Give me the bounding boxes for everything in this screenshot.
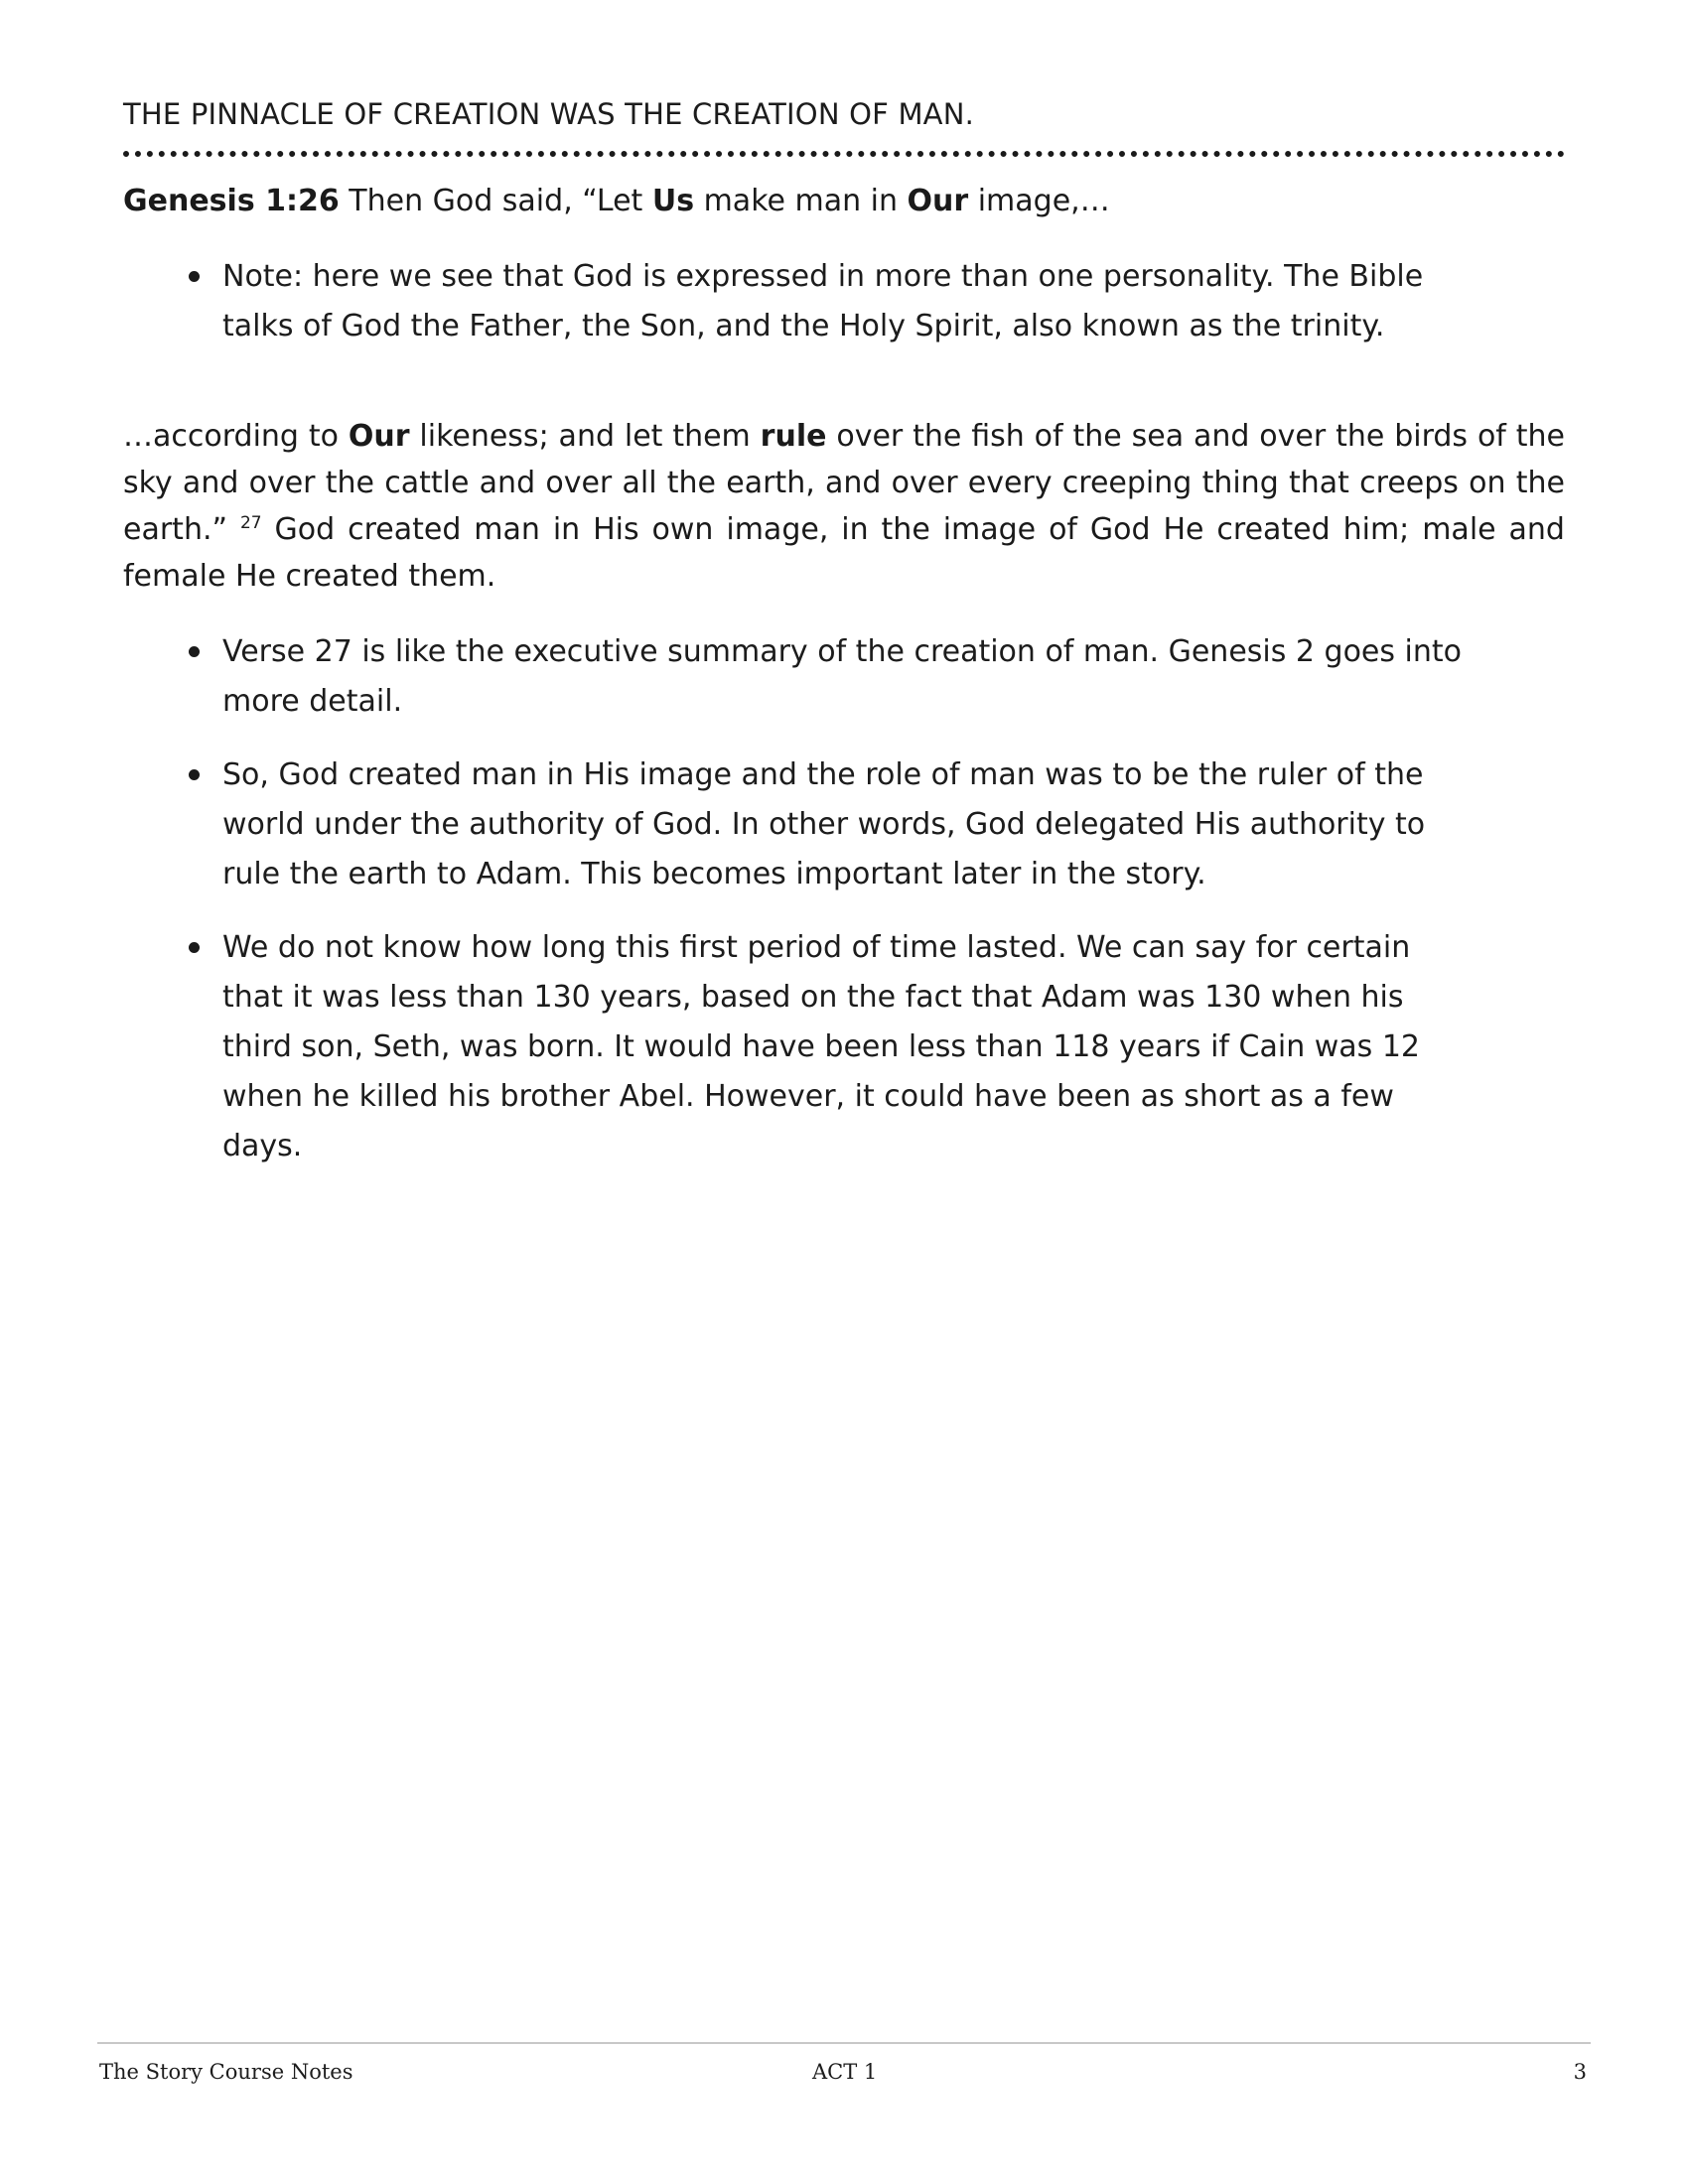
verse-text: over the fish of the sea and over the birds of the sky and over the cattle and over all the earth, and over every creeping thing that creeps on the earth.” — [123, 419, 1565, 547]
verse-text: make man in — [694, 184, 908, 218]
main-content — [123, 179, 1565, 1195]
verse-body — [123, 413, 1565, 600]
emphasis-rule: rule — [760, 419, 827, 454]
bullet-icon — [189, 942, 200, 953]
emphasis-our: Our — [907, 184, 969, 218]
note-text: Verse 27 is like the executive summary of the creation of man. Genesis 2 goes into more detail. — [222, 634, 1463, 719]
verse-text: God created man in His own image, in the image of God He created him; male and female He created them. — [123, 512, 1565, 594]
note-text: So, God created man in His image and the role of man was to be the ruler of the world under the authority of God. In other words, God delegated His authority to rule the earth to Adam. This becomes important later in the story. — [222, 757, 1426, 891]
verse-number: 27 — [239, 513, 262, 533]
notes-list — [123, 252, 1464, 351]
note-item — [222, 751, 1464, 899]
verse-reference: Genesis 1:26 — [123, 184, 340, 218]
page-title: THE PINNACLE OF CREATION WAS THE CREATION OF MAN. — [123, 97, 975, 131]
footer-divider — [97, 2042, 1591, 2044]
page-number: 3 — [1573, 2060, 1587, 2084]
verse-text: …according to — [123, 419, 349, 454]
emphasis-our: Our — [348, 419, 410, 454]
note-item — [222, 923, 1464, 1171]
bullet-icon — [189, 769, 200, 780]
note-text: We do not know how long this first period of time lasted. We can say for certain that it was less than 130 years, based on the fact that Adam was 130 when his third son, Seth, was born. It would have been less than 118 years if Cain was 12 when he killed his brother Abel. However, it could have been as short as a few days. — [222, 930, 1421, 1163]
footer-course-title: The Story Course Notes — [99, 2060, 353, 2084]
footer-section: ACT 1 — [812, 2060, 878, 2084]
note-item — [222, 252, 1464, 351]
bullet-icon — [189, 646, 200, 657]
verse-intro — [123, 179, 1565, 224]
bullet-icon — [189, 271, 200, 282]
emphasis-us: Us — [651, 184, 695, 218]
verse-text: Then God said, “Let — [339, 184, 652, 218]
verse-text: image,… — [968, 184, 1110, 218]
note-item — [222, 627, 1464, 727]
dotted-divider — [123, 151, 1565, 157]
note-text: Note: here we see that God is expressed in more than one personality. The Bible talks of God the Father, the Son, and the Holy Spirit, also known as the trinity. — [222, 259, 1424, 343]
verse-text: likeness; and let them — [409, 419, 761, 454]
notes-list — [123, 627, 1464, 1171]
